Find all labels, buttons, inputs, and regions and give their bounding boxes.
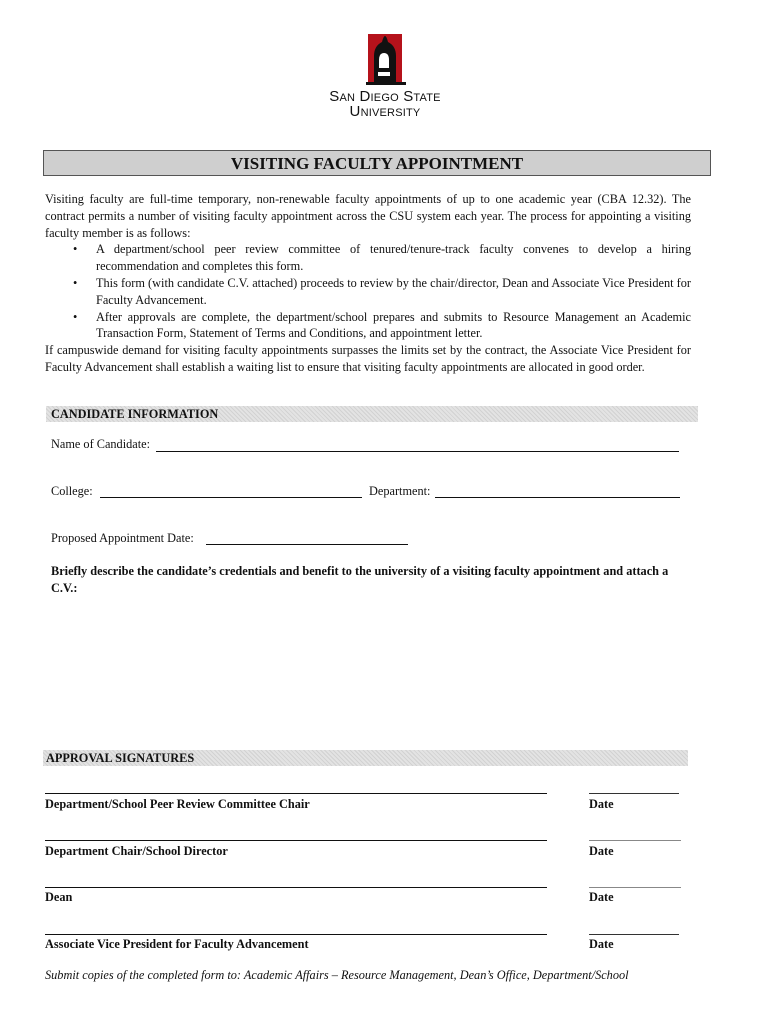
signature-line[interactable]: [45, 887, 547, 888]
college-label: College:: [51, 484, 93, 498]
bullet-icon: •: [73, 242, 78, 257]
signatory-label: Dean: [45, 890, 73, 904]
date-label: Date: [589, 844, 614, 858]
process-step: [45, 275, 691, 309]
bullet-icon: •: [73, 309, 78, 324]
signatory-label: Associate Vice President for Faculty Advancement: [45, 937, 309, 951]
logo-base: [366, 82, 406, 85]
appointment-date-input-line[interactable]: [206, 544, 408, 545]
date-label: Date: [589, 937, 614, 951]
candidate-info-heading: CANDIDATE INFORMATION: [46, 406, 698, 422]
name-input-line[interactable]: [156, 451, 679, 452]
logo-arch-window: [379, 53, 389, 68]
university-name: [300, 89, 470, 119]
logo-stripe: [378, 72, 390, 76]
date-line[interactable]: [589, 840, 681, 841]
approval-signatures-heading: APPROVAL SIGNATURES: [43, 750, 688, 766]
process-step: [45, 309, 691, 343]
university-line-1: San Diego State: [329, 88, 441, 105]
date-label: Date: [589, 797, 614, 811]
name-label: Name of Candidate:: [51, 437, 151, 451]
intro-paragraph-1: Visiting faculty are full-time temporary, non-renewable faculty appointments of up to one academic year (CBA 12.32). The contract permits a number of visiting faculty appointment across the CSU system each year. The process for appointing a visiting faculty member is as follows:: [45, 192, 691, 240]
form-title: VISITING FACULTY APPOINTMENT: [43, 150, 711, 176]
process-steps: [45, 241, 691, 342]
signatory-label: Department/School Peer Review Committee Chair: [45, 797, 310, 811]
intro-paragraph-2: If campuswide demand for visiting faculty appointments surpasses the limits set by the contract, the Associate Vice President for Faculty Advancement shall establish a waiting list to ensure that visiting faculty appointments are allocated in good order.: [45, 343, 691, 374]
department-label: Department:: [369, 484, 431, 498]
department-input-line[interactable]: [435, 497, 680, 498]
intro-text: [45, 191, 691, 376]
signature-line[interactable]: [45, 793, 547, 794]
process-step-text: After approvals are complete, the department/school prepares and submits to Resource Management an Academic Transaction Form, Statement of Terms and Conditions, and appointment letter.: [96, 309, 691, 341]
process-step-text: This form (with candidate C.V. attached) proceeds to review by the chair/director, Dean and Associate Vice President for Faculty Advancement.: [96, 275, 691, 307]
credentials-prompt: Briefly describe the candidate’s credentials and benefit to the university of a visiting faculty appointment and attach a C.V.:: [51, 564, 669, 595]
college-input-line[interactable]: [100, 497, 362, 498]
appointment-date-label: Proposed Appointment Date:: [51, 531, 194, 545]
signature-line[interactable]: [45, 840, 547, 841]
signatory-label: Department Chair/School Director: [45, 844, 228, 858]
process-step-text: A department/school peer review committee of tenured/tenure-track faculty convenes to develop a hiring recommendation and completes this form.: [96, 242, 691, 274]
date-label: Date: [589, 890, 614, 904]
date-line[interactable]: [589, 934, 679, 935]
credentials-response-area[interactable]: [51, 600, 676, 740]
sdsu-logo: [362, 26, 410, 86]
date-line[interactable]: [589, 793, 679, 794]
bullet-icon: •: [73, 275, 78, 290]
process-step: [45, 241, 691, 275]
signature-line[interactable]: [45, 934, 547, 935]
date-line[interactable]: [589, 887, 681, 888]
university-line-2: University: [349, 103, 421, 120]
submission-footer: Submit copies of the completed form to: Academic Affairs – Resource Management, Dean’s Office, Department/School: [45, 968, 629, 982]
